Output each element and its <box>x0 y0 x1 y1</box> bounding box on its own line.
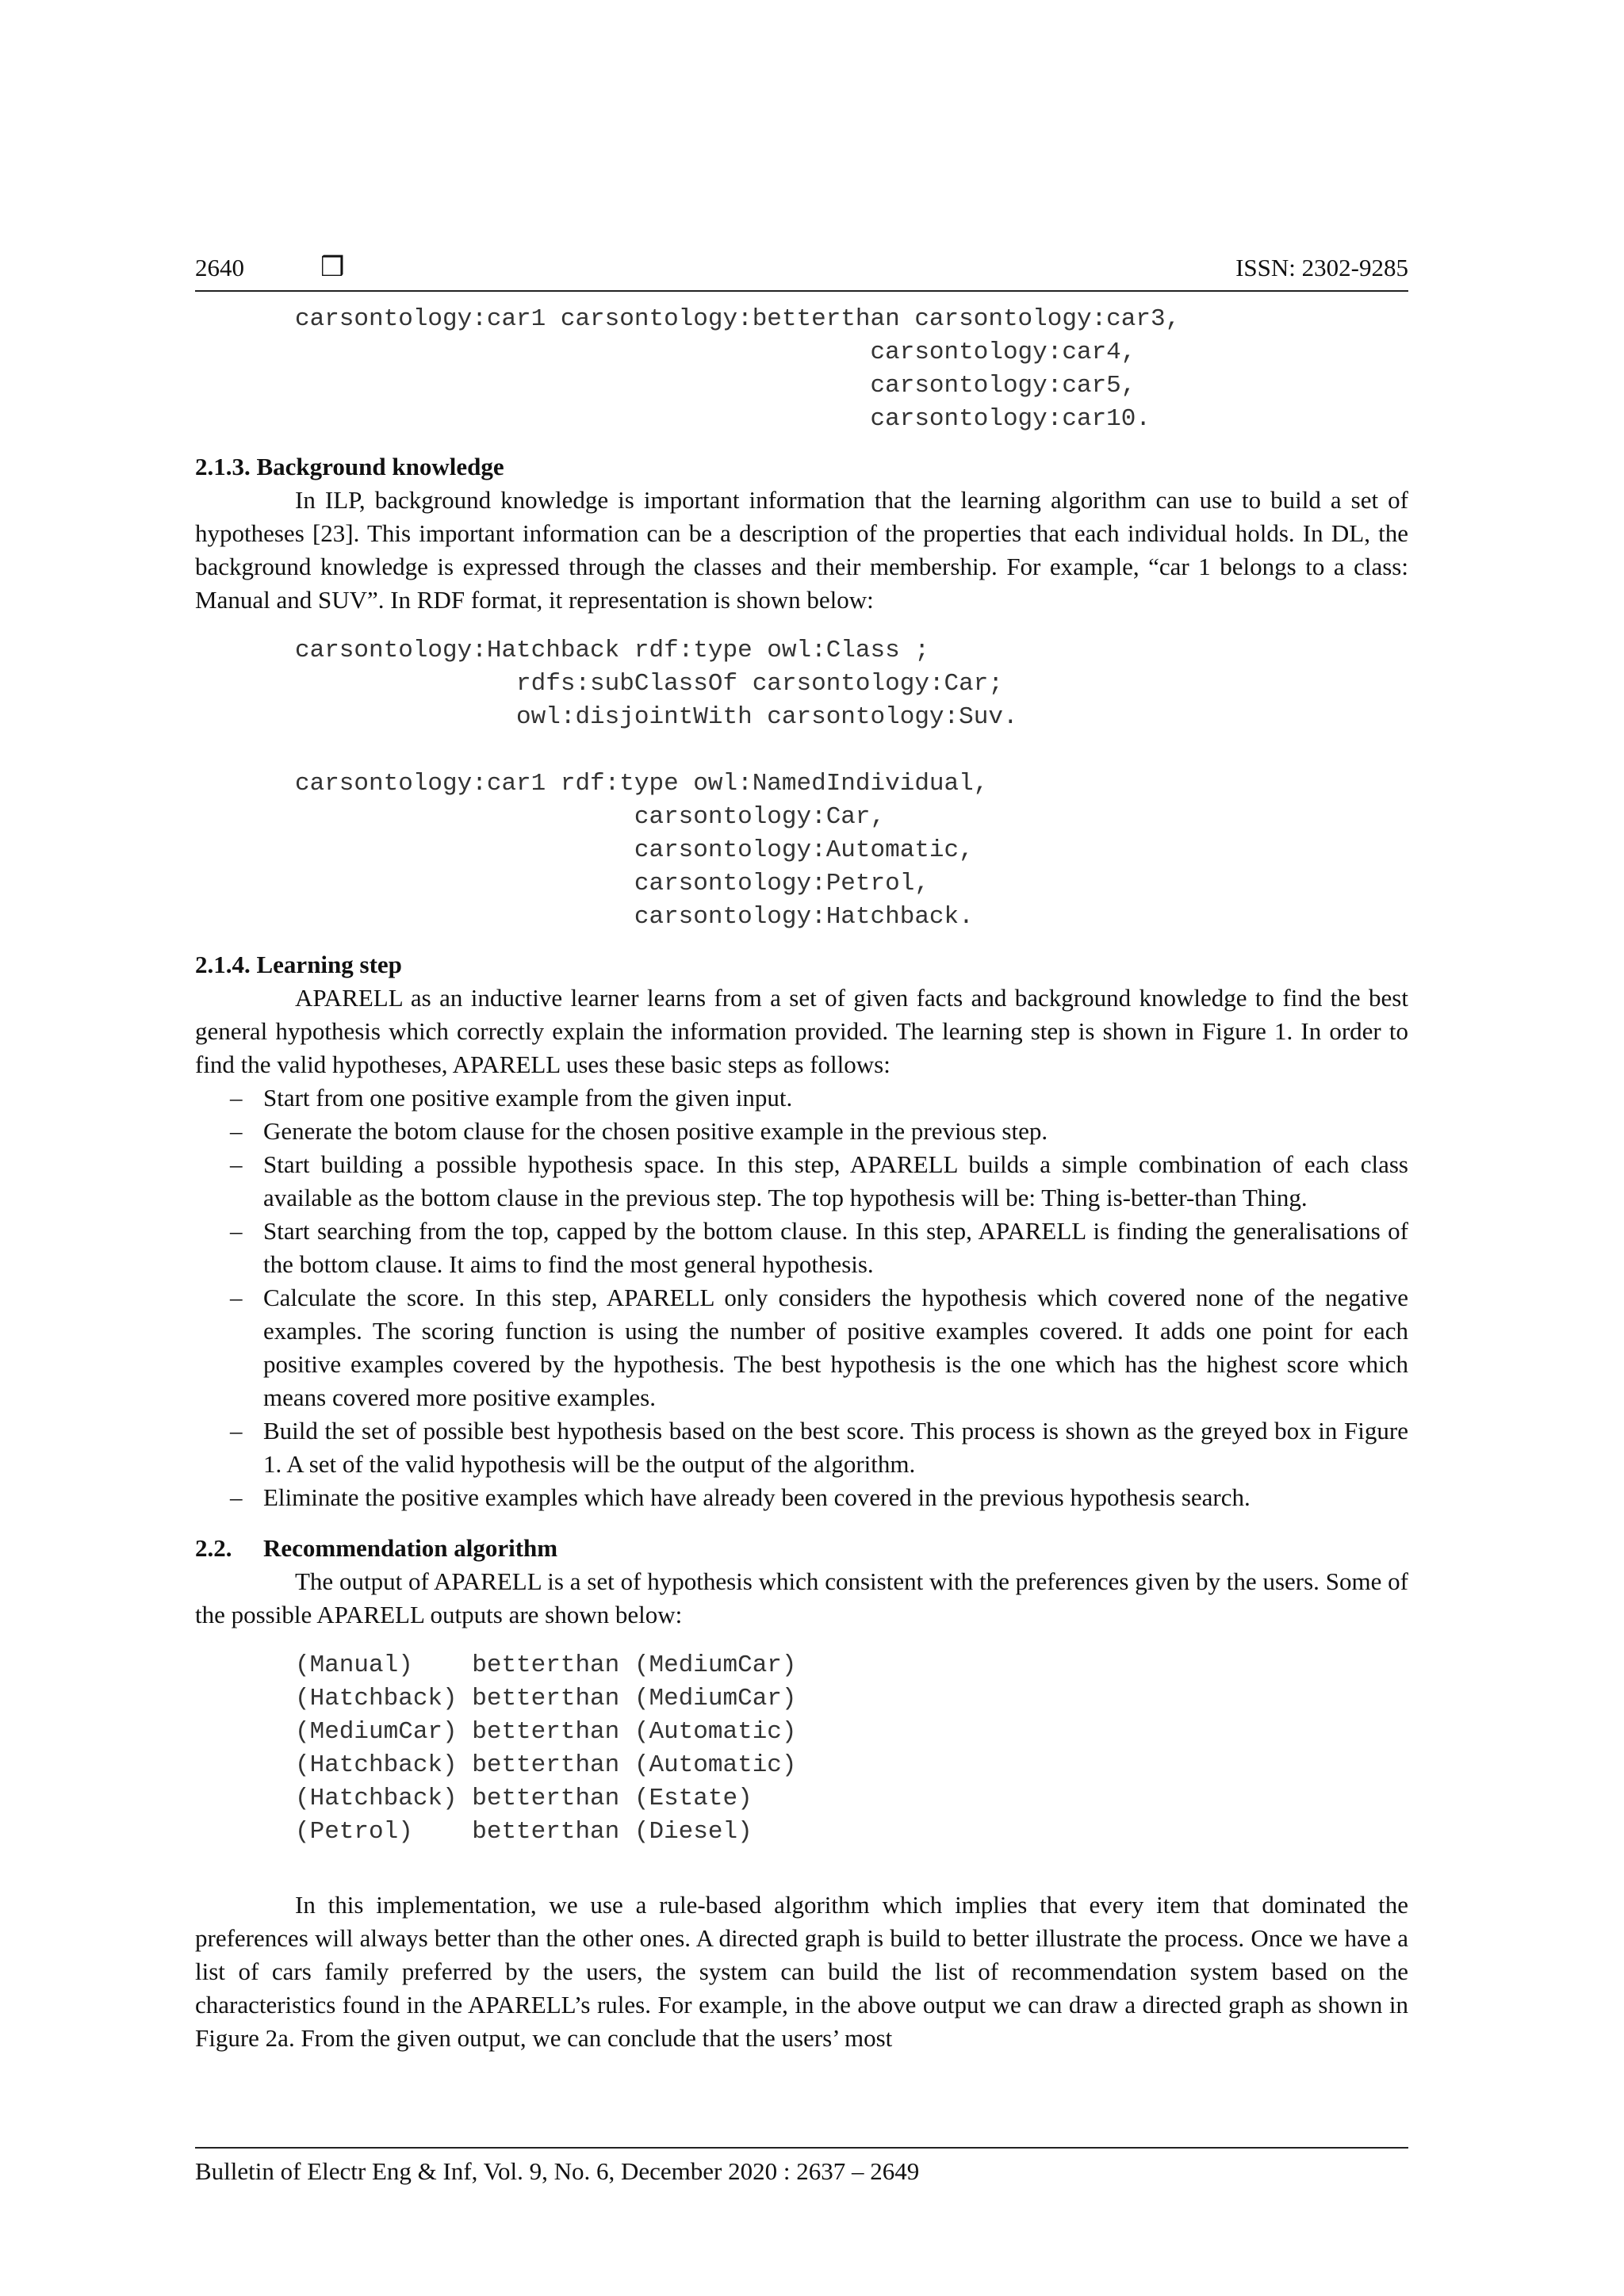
list-item: – Build the set of possible best hypothesis based on the best score. This process is shown as the greyed box in Figure 1. A set of the valid hypothesis will be the output of the algorithm. <box>195 1414 1408 1481</box>
section-title: Recommendation algorithm <box>263 1534 558 1562</box>
dash-bullet: – <box>230 1117 243 1145</box>
code-aparell-rules: (Manual) betterthan (MediumCar) (Hatchback) betterthan (MediumCar) (MediumCar) betterthan (Automatic) (Hatchback) betterthan (Automatic) (Hatchback) betterthan (Estate) (Petrol) betterthan (Diesel) <box>295 1651 797 1846</box>
dash-bullet: – <box>230 1483 243 1511</box>
dash-bullet: – <box>230 1084 243 1112</box>
list-item: – Eliminate the positive examples which have already been covered in the previous hypothesis search. <box>195 1481 1408 1514</box>
list-item: – Start from one positive example from the given input. <box>195 1081 1408 1115</box>
section-heading-background-knowledge: 2.1.3. Background knowledge <box>195 453 504 480</box>
paragraph-recommendation-intro: The output of APARELL is a set of hypothesis which consistent with the preferences given by the users. Some of the possible APARELL outputs are shown below: <box>195 1567 1408 1628</box>
page-header <box>195 252 1408 292</box>
dash-bullet: – <box>230 1150 243 1178</box>
dash-bullet: – <box>230 1217 243 1245</box>
paragraph-recommendation-implementation: In this implementation, we use a rule-based algorithm which implies that every item that dominated the preferences will always better than the other ones. A directed graph is build to better illustrate the process. Once we have a list of cars family preferred by the users, the system can build the list of recommendation system based on the characteristics found in the APARELL’s rules. For example, in the above output we can draw a directed graph as shown in Figure 2a. From the given output, we can conclude that the users’ most <box>195 1891 1408 2052</box>
issn: ISSN: 2302-9285 <box>1235 254 1408 281</box>
learning-steps-list <box>195 1081 1408 1514</box>
header-left <box>195 252 344 284</box>
list-item: – Calculate the score. In this step, APARELL only considers the hypothesis which covered none of the negative examples. The scoring function is using the number of positive examples covered. It adds one point for each positive examples covered by the hypothesis. The best hypothesis is the one which has the highest score which means covered more positive examples. <box>195 1281 1408 1414</box>
dash-bullet: – <box>230 1284 243 1311</box>
page-content <box>195 252 1408 2055</box>
paragraph-background-knowledge: In ILP, background knowledge is important information that the learning algorithm can use to build a set of hypotheses [23]. This important information can be a description of the properties that each individual holds. In DL, the background knowledge is expressed through the classes and their membership. For example, “car 1 belongs to a class: Manual and SUV”. In RDF format, it representation is shown below: <box>195 486 1408 614</box>
paragraph-learning-step: APARELL as an inductive learner learns from a set of given facts and background knowledge to find the best general hypothesis which correctly explain the information provided. The learning step is shown in Figure 1. In order to find the valid hypotheses, APARELL uses these basic steps as follows: <box>195 984 1408 1078</box>
section-heading-learning-step: 2.1.4. Learning step <box>195 951 402 978</box>
section-number: 2.2. <box>195 1534 232 1562</box>
footer-citation: Bulletin of Electr Eng & Inf, Vol. 9, No. 6, December 2020 : 2637 – 2649 <box>195 2157 920 2185</box>
list-item: – Start searching from the top, capped by the bottom clause. In this step, APARELL is finding the generalisations of the bottom clause. It aims to find the most general hypothesis. <box>195 1215 1408 1281</box>
page-number: 2640 <box>195 254 244 281</box>
list-item: – Generate the botom clause for the chosen positive example in the previous step. <box>195 1115 1408 1148</box>
code-class-definition: carsontology:Hatchback rdf:type owl:Class ; rdfs:subClassOf carsontology:Car; owl:disjointWith carsontology:Suv. <box>295 637 1018 731</box>
section-heading-recommendation <box>195 1532 1408 1565</box>
code-betterthan: carsontology:car1 carsontology:betterthan carsontology:car3, carsontology:car4, carsontology:car5, carsontology:car10. <box>295 305 1181 433</box>
page-footer <box>195 2147 1408 2188</box>
box-icon: ❒ <box>320 253 345 282</box>
dash-bullet: – <box>230 1417 243 1445</box>
list-item: – Start building a possible hypothesis space. In this step, APARELL builds a simple combination of each class available as the bottom clause in the previous step. The top hypothesis will be: Thing is-better-than Thing. <box>195 1148 1408 1215</box>
code-individual-definition: carsontology:car1 rdf:type owl:NamedIndividual, carsontology:Car, carsontology:Automatic, carsontology:Petrol, carsontology:Hatchback. <box>295 770 989 931</box>
